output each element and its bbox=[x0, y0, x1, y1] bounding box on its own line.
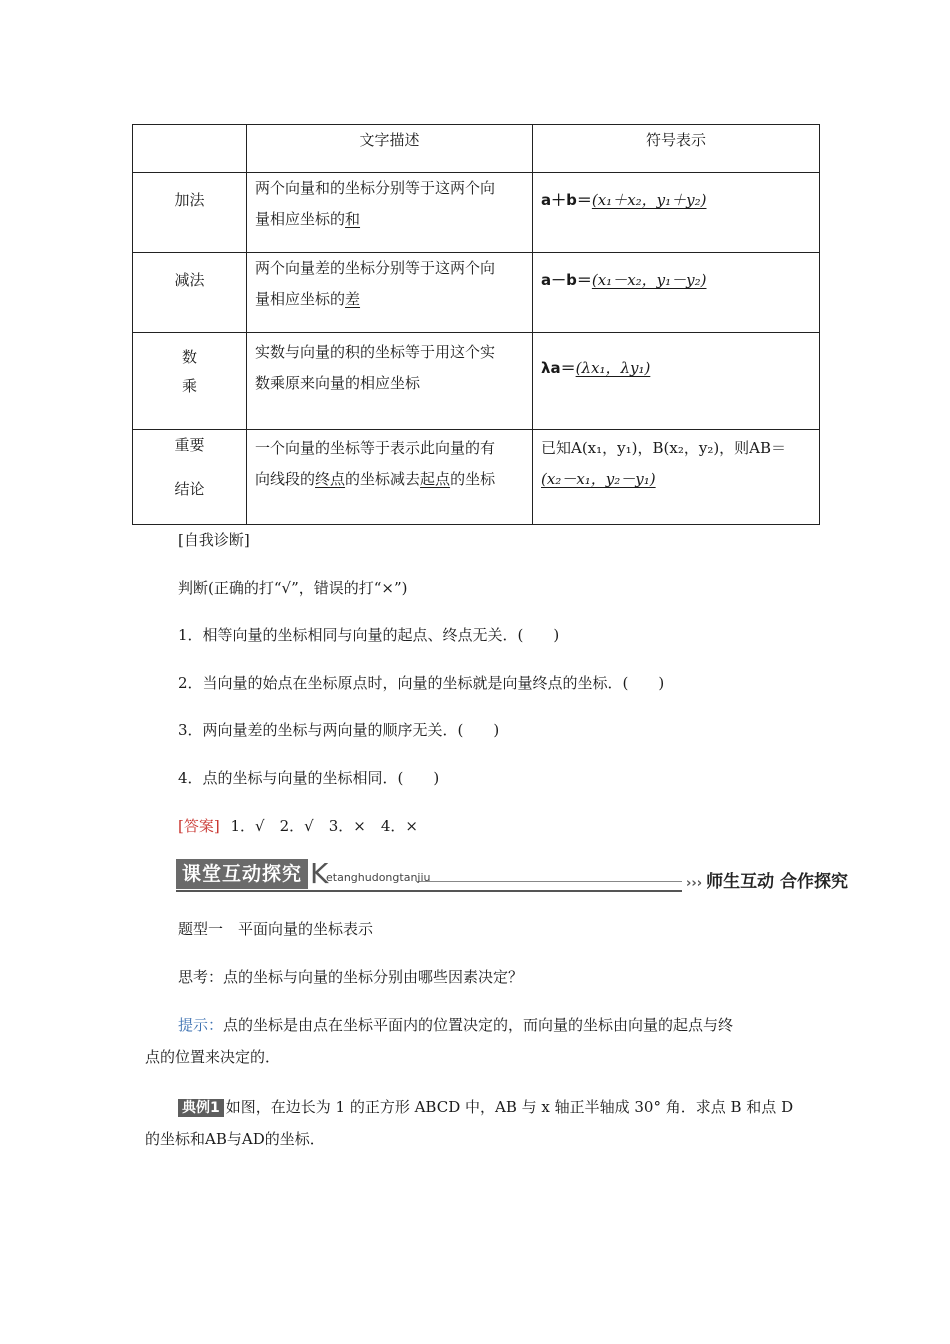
description-line: 两个向量和的坐标分别等于这两个向 bbox=[255, 179, 496, 197]
description-line: 数乘原来向量的相应坐标 bbox=[255, 374, 421, 392]
table-row-scalar bbox=[133, 333, 820, 430]
type-title: 题型一 平面向量的坐标表示 bbox=[178, 920, 374, 938]
key-word: 终点 bbox=[315, 470, 346, 488]
row-formula bbox=[533, 333, 820, 430]
row-label bbox=[133, 333, 247, 430]
row-description bbox=[247, 430, 533, 525]
header-cell-notation: 符号表示 bbox=[533, 125, 820, 173]
row-description bbox=[247, 173, 533, 253]
answer-line bbox=[178, 815, 418, 836]
self-check-item: 1．相等向量的坐标相同与向量的起点、终点无关．( ) bbox=[178, 626, 560, 644]
description-line: 一个向量的坐标等于表示此向量的有 bbox=[255, 439, 496, 457]
formula-lead: λa＝ bbox=[541, 359, 576, 377]
row-label-line: 乘 bbox=[181, 377, 197, 395]
table-header-row bbox=[133, 125, 820, 173]
banner-big-letter: K bbox=[310, 857, 329, 890]
row-description bbox=[247, 333, 533, 430]
example-line: 典例1 如图，在边长为 1 的正方形 ABCD 中，AB 与 x 轴正半轴成 30° 角．求点 B 和点 D bbox=[178, 1096, 793, 1117]
formula-value: (λx₁，λy₁) bbox=[575, 359, 651, 377]
table-row-conclusion bbox=[133, 430, 820, 525]
row-formula bbox=[533, 430, 820, 525]
description-line: 量相应坐标的差 bbox=[255, 290, 361, 308]
row-formula bbox=[533, 253, 820, 333]
banner-pinyin: etanghudongtanjiu bbox=[326, 871, 431, 884]
self-check-item: 4．点的坐标与向量的坐标相同．( ) bbox=[178, 769, 440, 787]
hint-line: 点的位置来决定的． bbox=[145, 1048, 281, 1066]
table-row-addition bbox=[133, 173, 820, 253]
self-check-instruction: 判断(正确的打“√”，错误的打“×”) bbox=[178, 579, 408, 597]
description-line: 两个向量差的坐标分别等于这两个向 bbox=[255, 259, 496, 277]
formula-lead: a－b＝ bbox=[541, 271, 592, 289]
row-label: 加法 bbox=[133, 173, 247, 253]
vector-operations-table bbox=[132, 124, 820, 525]
key-word: 和 bbox=[345, 210, 361, 228]
table-row-subtraction bbox=[133, 253, 820, 333]
answer-label: [答案] bbox=[178, 817, 220, 835]
formula-lead: a＋b＝ bbox=[541, 191, 592, 209]
formula-value: (x₂－x₁，y₂－y₁) bbox=[541, 470, 656, 488]
description-line: 向线段的终点的坐标减去起点的坐标 bbox=[255, 470, 496, 488]
row-label-line: 数 bbox=[181, 348, 197, 366]
formula-value: (x₁＋x₂，y₁＋y₂) bbox=[591, 191, 707, 209]
header-cell-empty bbox=[133, 125, 247, 173]
header-cell-description: 文字描述 bbox=[247, 125, 533, 173]
row-label-line: 结论 bbox=[174, 480, 205, 498]
row-label bbox=[133, 430, 247, 525]
row-description bbox=[247, 253, 533, 333]
banner-right-label: ››› 师生互动 合作探究 bbox=[682, 867, 848, 892]
banner-title: 课堂互动探究 bbox=[176, 859, 308, 889]
key-word: 起点 bbox=[420, 470, 451, 488]
formula-value: (x₁－x₂，y₁－y₂) bbox=[591, 271, 707, 289]
answer-text: 1．√ 2．√ 3．× 4．× bbox=[230, 817, 418, 835]
key-word: 差 bbox=[345, 290, 361, 308]
formula-line bbox=[541, 464, 811, 495]
description-line: 量相应坐标的和 bbox=[255, 210, 361, 228]
row-formula bbox=[533, 173, 820, 253]
arrows-icon: ››› bbox=[686, 876, 703, 891]
example-line: 的坐标和AB与AD的坐标． bbox=[145, 1130, 325, 1148]
description-line: 实数与向量的积的坐标等于用这个实 bbox=[255, 343, 496, 361]
row-label: 减法 bbox=[133, 253, 247, 333]
formula-line: 已知A(x₁，y₁)，B(x₂，y₂)，则AB＝ bbox=[541, 439, 787, 457]
self-check-item: 2．当向量的始点在坐标原点时，向量的坐标就是向量终点的坐标．( ) bbox=[178, 674, 665, 692]
section-banner bbox=[176, 859, 848, 893]
self-check-heading: [自我诊断] bbox=[178, 531, 250, 549]
think-question: 思考：点的坐标与向量的坐标分别由哪些因素决定？ bbox=[178, 968, 524, 986]
hint-line: 提示：点的坐标是由点在坐标平面内的位置决定的，而向量的坐标由向量的起点与终 bbox=[178, 1016, 734, 1034]
hint-label: 提示： bbox=[178, 1016, 224, 1034]
row-label-line: 重要 bbox=[174, 436, 205, 454]
example-tag: 典例1 bbox=[178, 1099, 224, 1117]
self-check-item: 3．两向量差的坐标与两向量的顺序无关．( ) bbox=[178, 721, 500, 739]
